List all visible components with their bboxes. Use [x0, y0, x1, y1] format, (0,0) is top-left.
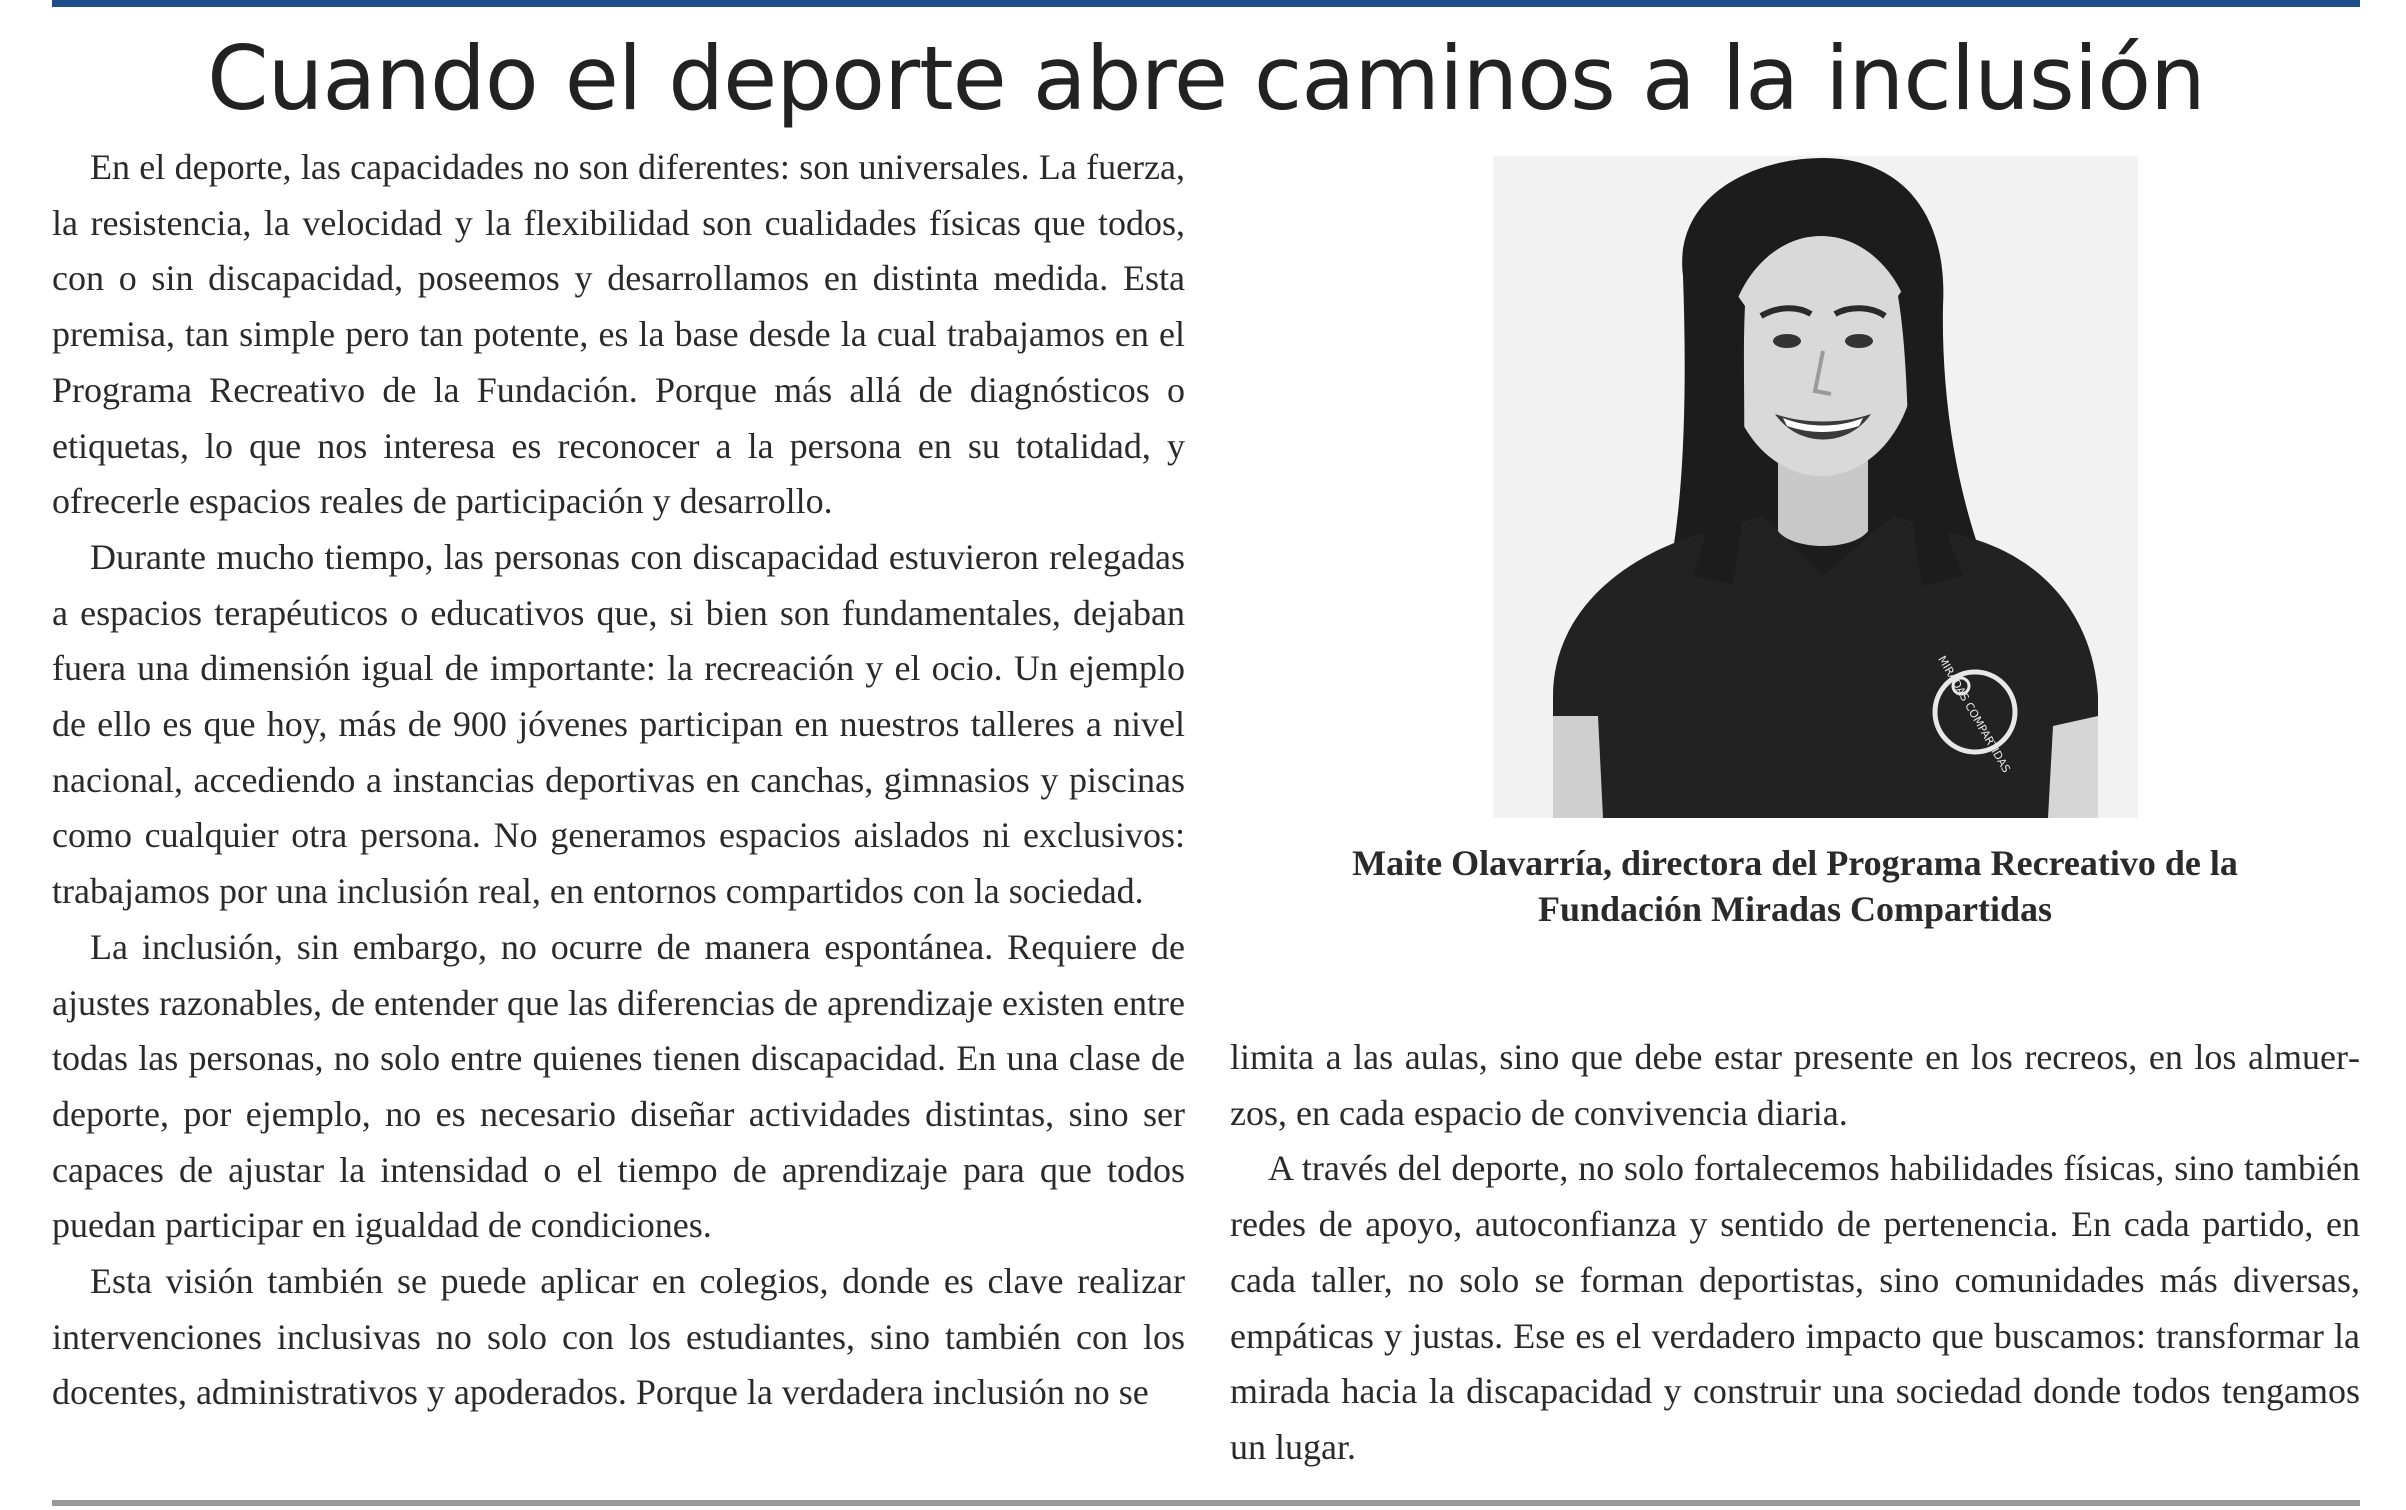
- portrait-photo: [1493, 156, 2138, 818]
- portrait-illustration: [1493, 156, 2138, 818]
- paragraph-1: En el deporte, las capacidades no son diferentes: son universales. La fuerza, la resistencia, la velocidad y la flexibilidad son cualidades físicas que todos, con o sin discapacidad, poseemos y desarrollamos en distinta medida. Esta premisa, tan simple pero tan potente, es la base desde la cual trabajamos en el Programa Recreativo de la Fundación. Porque más allá de diagnósticos o etiquetas, lo que nos interesa es reconocer a la persona en su totalidad, y ofrecerle espacios reales de participación y desarrollo.: [52, 147, 1185, 522]
- caption-line-1: Maite Olavarría, directora del Programa Recreativo de la: [1352, 843, 2238, 883]
- bottom-rule: [52, 1500, 2360, 1506]
- caption-line-2: Fundación Miradas Compartidas: [1537, 889, 2053, 929]
- paragraph-4: Esta visión también se puede aplicar en colegios, donde es clave realizar intervenciones inclusivas no solo con los estudiantes, sino también con los docentes, administrativos y apoderados. Porque la verdadera inclusión no se: [52, 1261, 1185, 1413]
- paragraph-2: Durante mucho tiempo, las personas con discapacidad estuvieron relegadas a espacios terapéuticos o educativos que, si bien son fundamentales, dejaban fuera una dimensión igual de importante: la recreación y el ocio. Un ejemplo de ello es que hoy, más de 900 jóvenes participan en nuestros talleres a nivel nacional, accediendo a instancias deportivas en canchas, gimnasios y piscinas como cualquier otra persona. No generamos espacios aislados ni exclusivos: trabajamos por una inclusión real, en entornos compartidos con la sociedad.: [52, 536, 1185, 912]
- top-rule: [52, 0, 2360, 7]
- right-column: [1230, 1030, 2360, 1476]
- photo-caption: [1300, 840, 2290, 932]
- paragraph-5: limita a las aulas, sino que debe estar presente en los recreos, en los almuerzos, en cada espacio de convivencia diaria.: [1230, 1037, 2360, 1133]
- left-column: [52, 140, 1185, 1421]
- shirt-logo-text: MIRADAS COMPARTIDAS: [1935, 653, 2013, 775]
- paragraph-3: La inclusión, sin embargo, no ocurre de manera espontánea. Requiere de ajustes razonables, de entender que las diferencias de aprendizaje existen entre todas las personas, no solo entre quienes tienen discapacidad. En una clase de deporte, por ejemplo, no es necesario diseñar actividades distintas, sino ser capaces de ajustar la intensidad o el tiempo de aprendizaje para que todos puedan participar en igualdad de condiciones.: [52, 926, 1185, 1246]
- paragraph-6: A través del deporte, no solo fortalecemos habilidades físicas, sino también redes de apoyo, autoconfianza y sentido de pertenencia. En cada partido, en cada taller, no solo se forman deportistas, sino comunidades más diversas, empáticas y justas. Ese es el verdadero impacto que buscamos: transformar la mirada hacia la discapacidad y construir una sociedad donde todos tengamos un lugar.: [1230, 1148, 2360, 1467]
- headline: Cuando el deporte abre caminos a la inclusión: [207, 27, 2205, 130]
